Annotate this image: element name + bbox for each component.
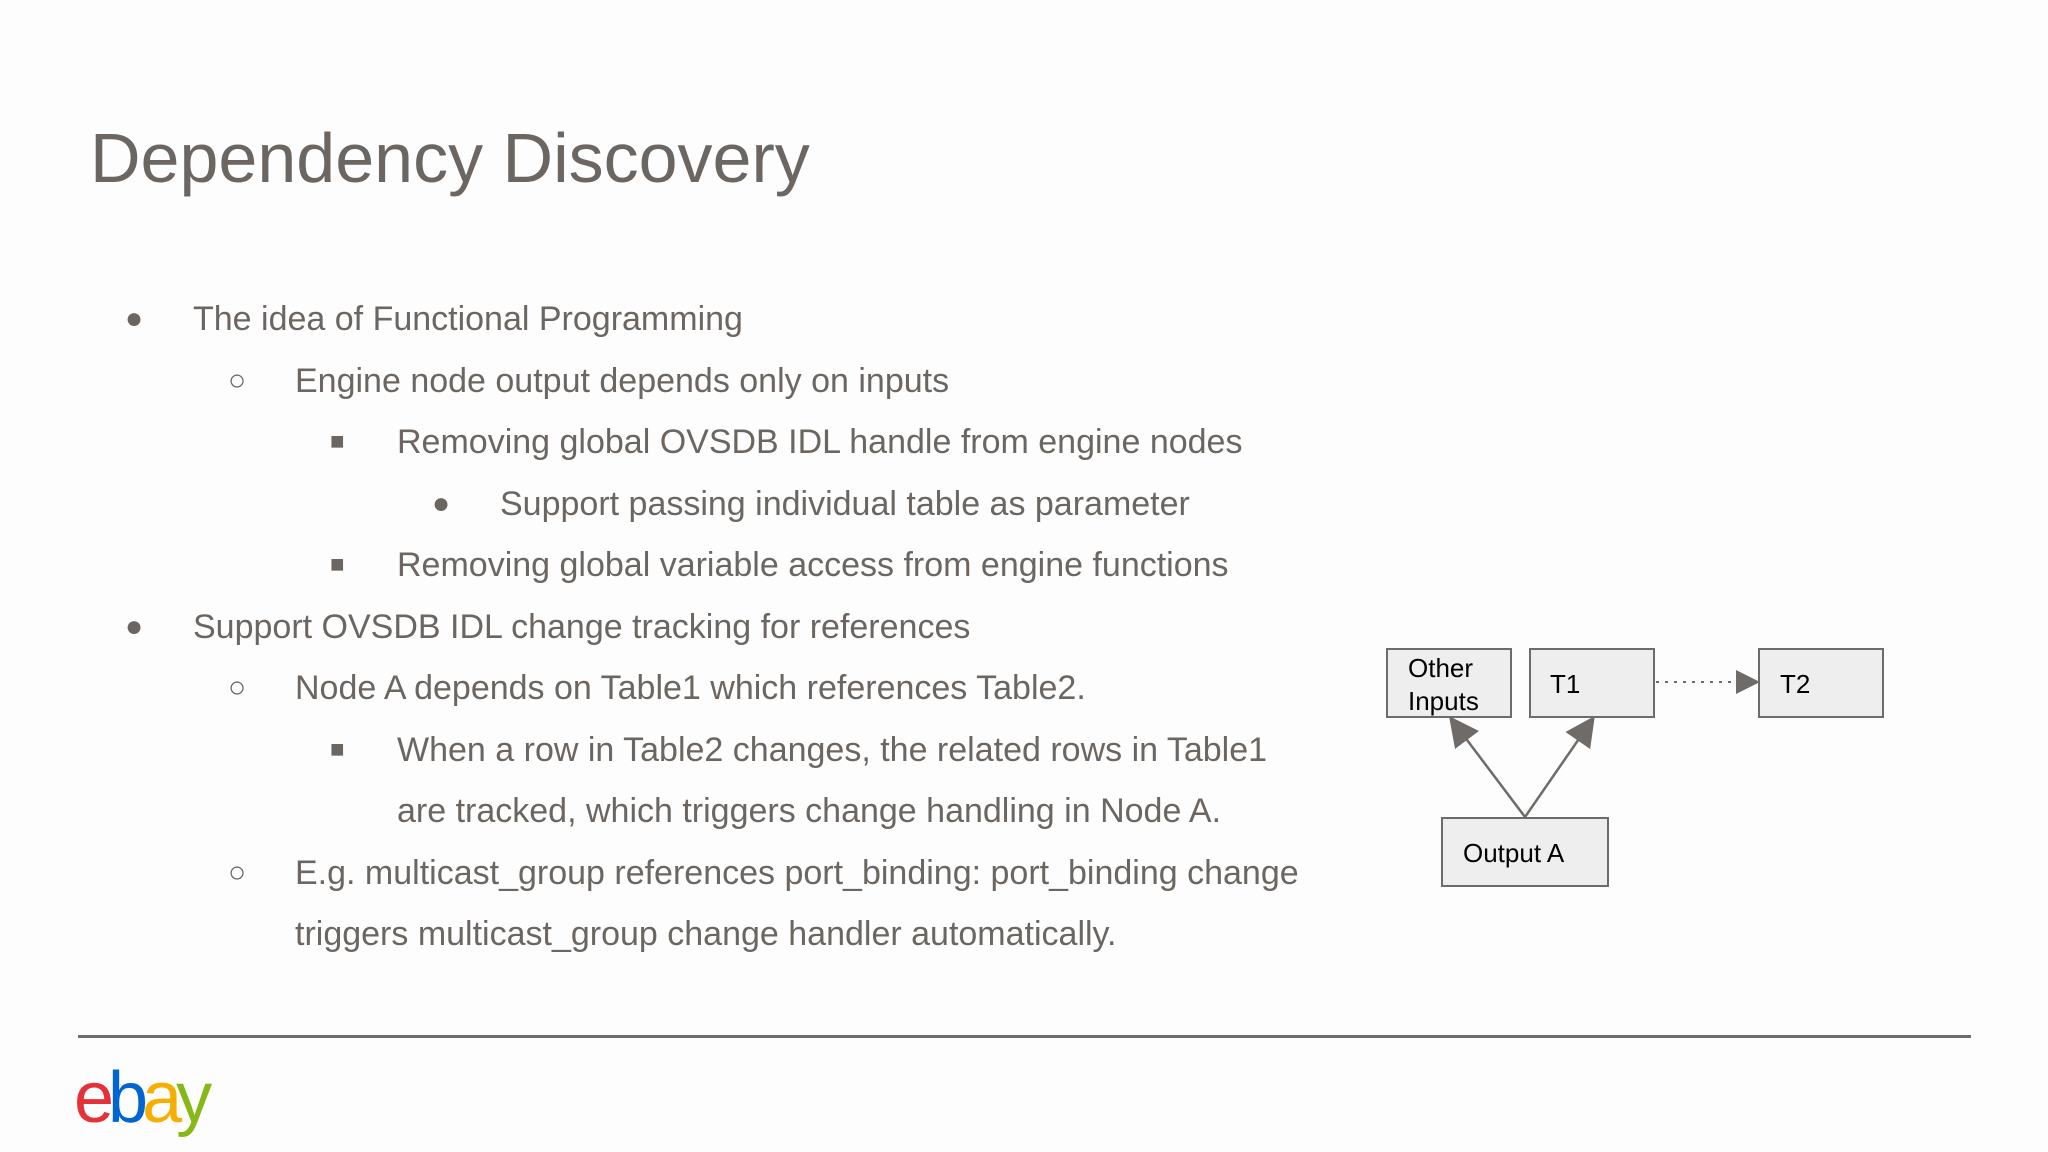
bullet-marker: ○ xyxy=(228,364,247,397)
bullet-text: E.g. multicast_group references port_binding: port_binding change xyxy=(295,854,1299,892)
t1-label: T1 xyxy=(1550,669,1581,699)
bullet-text: Node A depends on Table1 which references Table2. xyxy=(295,669,1086,707)
ebay-logo xyxy=(74,1058,206,1138)
bullet-marker: ○ xyxy=(228,671,247,704)
t1-box xyxy=(1530,649,1654,717)
dependency-diagram xyxy=(1370,640,1910,900)
logo-letter-y: y xyxy=(176,1058,207,1138)
other-inputs-label-line1: Other xyxy=(1408,653,1474,683)
bullet-marker: ■ xyxy=(330,736,345,763)
bullet-text: triggers multicast_group change handler automatically. xyxy=(295,915,1117,953)
bullet-marker: ■ xyxy=(330,551,345,578)
footer-divider xyxy=(78,1035,1971,1038)
bullet-marker: ■ xyxy=(330,428,345,455)
bullet-text: are tracked, which triggers change handling in Node A. xyxy=(397,792,1222,830)
t2-box xyxy=(1759,649,1883,717)
logo-letter-a: a xyxy=(142,1058,177,1138)
bullet-marker: ● xyxy=(125,610,144,643)
bullet-text: Support passing individual table as parameter xyxy=(500,485,1190,523)
bullet-text: When a row in Table2 changes, the related rows in Table1 xyxy=(397,731,1268,769)
bullet-marker: ● xyxy=(125,302,144,335)
output-to-t1-arrow xyxy=(1525,720,1592,817)
t2-label: T2 xyxy=(1780,669,1811,699)
bullet-text: The idea of Functional Programming xyxy=(193,300,743,338)
bullet-text: Support OVSDB IDL change tracking for references xyxy=(193,608,971,646)
bullet-text: Engine node output depends only on inputs xyxy=(295,362,950,400)
other-inputs-label-line2: Inputs xyxy=(1408,686,1479,716)
output-a-label: Output A xyxy=(1463,838,1565,868)
logo-letter-b: b xyxy=(108,1058,143,1138)
bullet-text: Removing global variable access from engine functions xyxy=(397,546,1229,584)
slide-title: Dependency Discovery xyxy=(90,119,810,197)
bullet-marker: ● xyxy=(432,487,451,520)
bullet-text: Removing global OVSDB IDL handle from engine nodes xyxy=(397,423,1243,461)
logo-letter-e: e xyxy=(74,1058,109,1138)
bullet-marker: ○ xyxy=(228,856,247,889)
output-to-other-inputs-arrow xyxy=(1452,720,1525,817)
